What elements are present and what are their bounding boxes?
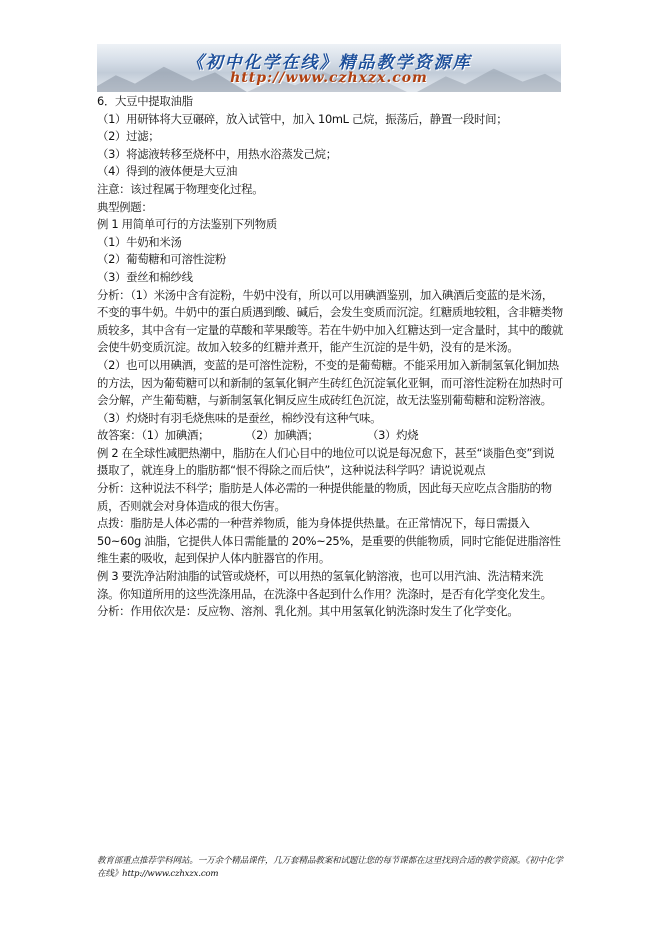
step-line: （4）得到的液体便是大豆油 [97,164,238,179]
site-banner [97,44,561,92]
analysis-paragraph: 分析：作用依次是：反应物、溶剂、乳化剂。其中用氢氧化钠洗涤时发生了化学变化。 [97,604,519,619]
answer-part: （3）灼烧 [367,428,419,443]
answer-line [97,427,563,445]
step-line: （3）将滤液转移至烧杯中，用热水浴蒸发己烷； [97,146,337,161]
page-footer: 教育部重点推荐学科网站。一万余个精品课件，几万套精品教案和试题让您的每节课都在这里找到合适的教学资源。《初中化学在线》http://www.czhxzx.com [97,856,563,879]
section-heading: 6．大豆中提取油脂 [97,94,193,108]
hint-paragraph: 点拨：脂肪是人体必需的一种营养物质，能为身体提供热量。在正常情况下，每日需摄入 50~60g 油脂，它提供人体日需能量的 20%~25%，是重要的供能物质，同时它能促进脂溶性维生素的吸收，起到保护人体内脏器官的作用。 [97,516,561,566]
example-question: 例 3 要洗净沾附油脂的试管或烧杯，可以用热的氢氧化钠溶液，也可以用汽油、洗洁精来洗涤。你知道所用的这些洗涤用品，在洗涤中各起到什么作用？洗涤时，是否有化学变化发生。 [97,569,552,601]
step-line: （1）用研钵将大豆碾碎，放入试管中，加入 10mL 己烷，振荡后，静置一段时间； [97,111,508,126]
note-line: 注意：该过程属于物理变化过程。 [97,181,264,196]
example-item: （2）葡萄糖和可溶性淀粉 [97,252,226,267]
example-item: （1）牛奶和米汤 [97,234,182,249]
analysis-paragraph: （2）也可以用碘酒，变蓝的是可溶性淀粉，不变的是葡萄糖。不能采用加入新制氢氧化铜加热的方法，因为葡萄糖可以和新制的氢氧化铜产生砖红色沉淀氧化亚铜，而可溶性淀粉在加热时可会分解，产生葡萄糖，与新制氢氧化铜反应生成砖红色沉淀，故无法鉴别葡萄糖和淀粉溶液。 [97,357,563,408]
analysis-paragraph: 分析：这种说法不科学；脂肪是人体必需的一种提供能量的物质，因此每天应吃点含脂肪的物质，否则就会对身体造成的很大伤害。 [97,481,552,513]
document-body [97,93,563,621]
analysis-paragraph: 分析：（1）米汤中含有淀粉，牛奶中没有，所以可以用碘酒鉴别，加入碘酒后变蓝的是米汤，不变的事牛奶。牛奶中的蛋白质遇到酸、碱后，会发生变质而沉淀。红糖质地较粗，含非糖类物质较多，其中含有一定量的草酸和苹果酸等。若在牛奶中加入红糖达到一定含量时，其中的酸就会使牛奶变质沉淀。故加入较多的红糖并煮开，能产生沉淀的是牛奶，没有的是米汤。 [97,287,563,355]
analysis-paragraph: （3）灼烧时有羽毛烧焦味的是蚕丝，棉纱没有这种气味。 [97,410,382,425]
example-question: 例 2 在全球性减肥热潮中，脂肪在人们心目中的地位可以说是每况愈下，甚至“谈脂色变”到说摄取了，就连身上的脂肪都“恨不得除之而后快”，这种说法科学吗？请说说观点 [97,445,555,478]
answer-part: （2）加碘酒； [245,428,319,443]
example-item: （3）蚕丝和棉纱线 [97,269,193,284]
example-question: 例 1 用简单可行的方法鉴别下列物质 [97,217,277,232]
banner-title: 《初中化学在线》精品教学资源库 [186,53,472,73]
banner-url[interactable]: http://www.czhxzx.com [230,70,428,86]
step-line: （2）过滤； [97,129,160,144]
examples-heading: 典型例题： [97,199,153,214]
answer-part: 故答案：（1）加碘酒； [97,428,210,443]
